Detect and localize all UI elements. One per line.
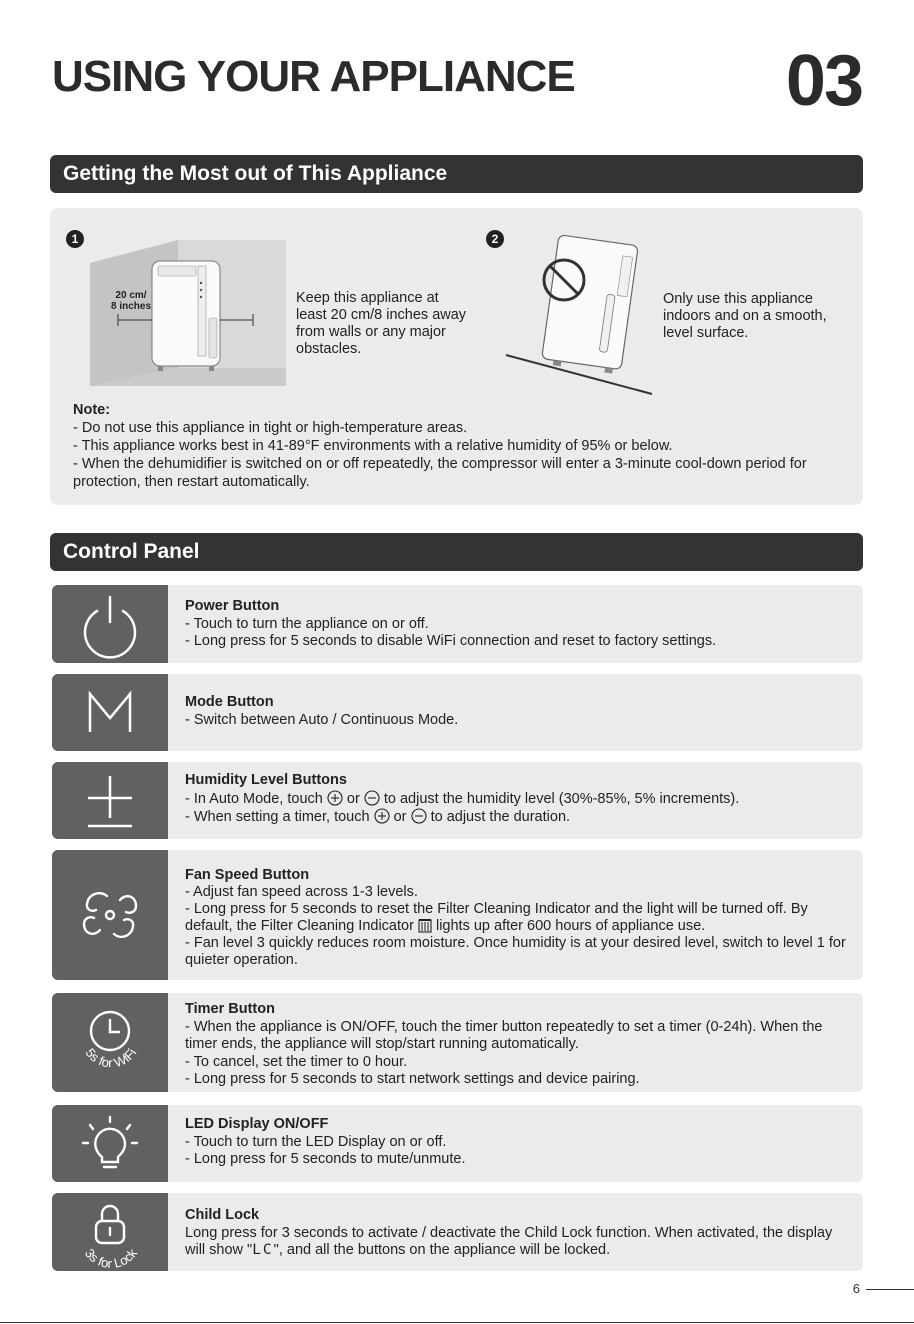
fan-speed-title: Fan Speed Button xyxy=(185,867,310,883)
power-button-line: - Long press for 5 seconds to disable WiFi connection and reset to factory settings. xyxy=(185,633,717,649)
plus-circle-icon xyxy=(374,808,390,824)
bulb-icon xyxy=(52,1105,168,1182)
tip-2-text: Only use this appliance indoors and on a smooth, level surface. xyxy=(663,291,827,341)
note-block xyxy=(73,401,833,491)
page-number: 6 xyxy=(852,1281,860,1296)
mode-icon xyxy=(52,674,168,751)
note-line: - When the dehumidifier is switched on or off repeatedly, the compressor will enter a 3-minute cool-down period for protection, then restart automatically. xyxy=(73,456,807,490)
fan-speed-line: - Long press for 5 seconds to reset the Filter Cleaning Indicator and the light will be turned off. By default, the Filter Cleaning Indicator lights up after 600 hours of appliance use. xyxy=(185,901,808,934)
bottom-divider xyxy=(0,1322,914,1323)
timer-line: - Long press for 5 seconds to start network settings and device pairing. xyxy=(185,1071,640,1087)
section-heading-control-panel: Control Panel xyxy=(50,533,863,571)
led-line: - Touch to turn the LED Display on or off. xyxy=(185,1133,447,1150)
level-surface-illustration xyxy=(502,232,662,404)
fan-icon xyxy=(52,850,168,980)
lock-icon xyxy=(52,1193,168,1271)
note-line: - Do not use this appliance in tight or high-temperature areas. xyxy=(73,420,468,436)
clearance-dimension-label: 20 cm/ 8 inches xyxy=(110,290,152,312)
power-button-title: Power Button xyxy=(185,598,280,614)
timer-line: - When the appliance is ON/OFF, touch the timer button repeatedly to set a timer (0-24h). When the timer ends, the appliance will stop/start running automatically. xyxy=(185,1018,823,1052)
filter-icon xyxy=(418,918,432,933)
plus-circle-icon xyxy=(327,790,343,806)
control-row-humidity xyxy=(52,762,863,839)
clearance-illustration xyxy=(88,238,288,388)
clock-icon xyxy=(52,993,168,1092)
minus-circle-icon xyxy=(411,808,427,824)
fan-speed-line: - Fan level 3 quickly reduces room moisture. Once humidity is at your desired level, switch to level 1 for quieter operation. xyxy=(185,935,846,968)
timer-button-title: Timer Button xyxy=(185,1001,275,1017)
display-code-lc: LC xyxy=(252,1242,274,1258)
page-title: USING YOUR APPLIANCE xyxy=(52,52,575,101)
led-display-title: LED Display ON/OFF xyxy=(185,1116,329,1132)
control-row-timer xyxy=(52,993,863,1092)
humidity-line: - When setting a timer, touch or to adjust the duration. xyxy=(185,809,571,825)
timer-line: - To cancel, set the timer to 0 hour. xyxy=(185,1053,408,1070)
tip-1-badge: 1 xyxy=(66,230,84,248)
mode-button-line: - Switch between Auto / Continuous Mode. xyxy=(185,711,459,728)
humidity-line: - In Auto Mode, touch or to adjust the humidity level (30%-85%, 5% increments). xyxy=(185,790,740,807)
control-row-fan-speed xyxy=(52,850,863,980)
mode-button-title: Mode Button xyxy=(185,694,274,710)
tip-1-text: Keep this appliance at least 20 cm/8 inches away from walls or any major obstacles. xyxy=(296,290,467,357)
control-row-power xyxy=(52,585,863,663)
control-row-child-lock xyxy=(52,1193,863,1271)
power-icon xyxy=(52,585,168,663)
child-lock-title: Child Lock xyxy=(185,1207,260,1223)
note-title: Note: xyxy=(73,402,111,418)
lock-hold-caption: 3s for Lock xyxy=(81,1245,141,1271)
power-button-line: - Touch to turn the appliance on or off. xyxy=(185,615,429,632)
fan-speed-line: - Adjust fan speed across 1-3 levels. xyxy=(185,884,418,900)
control-row-mode xyxy=(52,674,863,751)
note-line: - This appliance works best in 41-89°F environments with a relative humidity of 95% or below. xyxy=(73,438,673,454)
chapter-number: 03 xyxy=(785,41,862,121)
plus-minus-icon xyxy=(52,762,168,839)
section-heading-getting-most: Getting the Most out of This Appliance xyxy=(50,155,863,193)
wifi-hold-caption: 5s for WiFi xyxy=(82,1045,140,1071)
child-lock-line: Long press for 3 seconds to activate / deactivate the Child Lock function. When activated, the display will show "LC", and all the buttons on the appliance will be locked. xyxy=(185,1224,833,1258)
humidity-buttons-title: Humidity Level Buttons xyxy=(185,772,347,788)
led-line: - Long press for 5 seconds to mute/unmute. xyxy=(185,1151,466,1167)
page-number-rule xyxy=(866,1289,914,1290)
control-row-led xyxy=(52,1105,863,1182)
minus-circle-icon xyxy=(364,790,380,806)
tip-2-badge: 2 xyxy=(486,230,504,248)
tips-panel xyxy=(50,208,863,505)
